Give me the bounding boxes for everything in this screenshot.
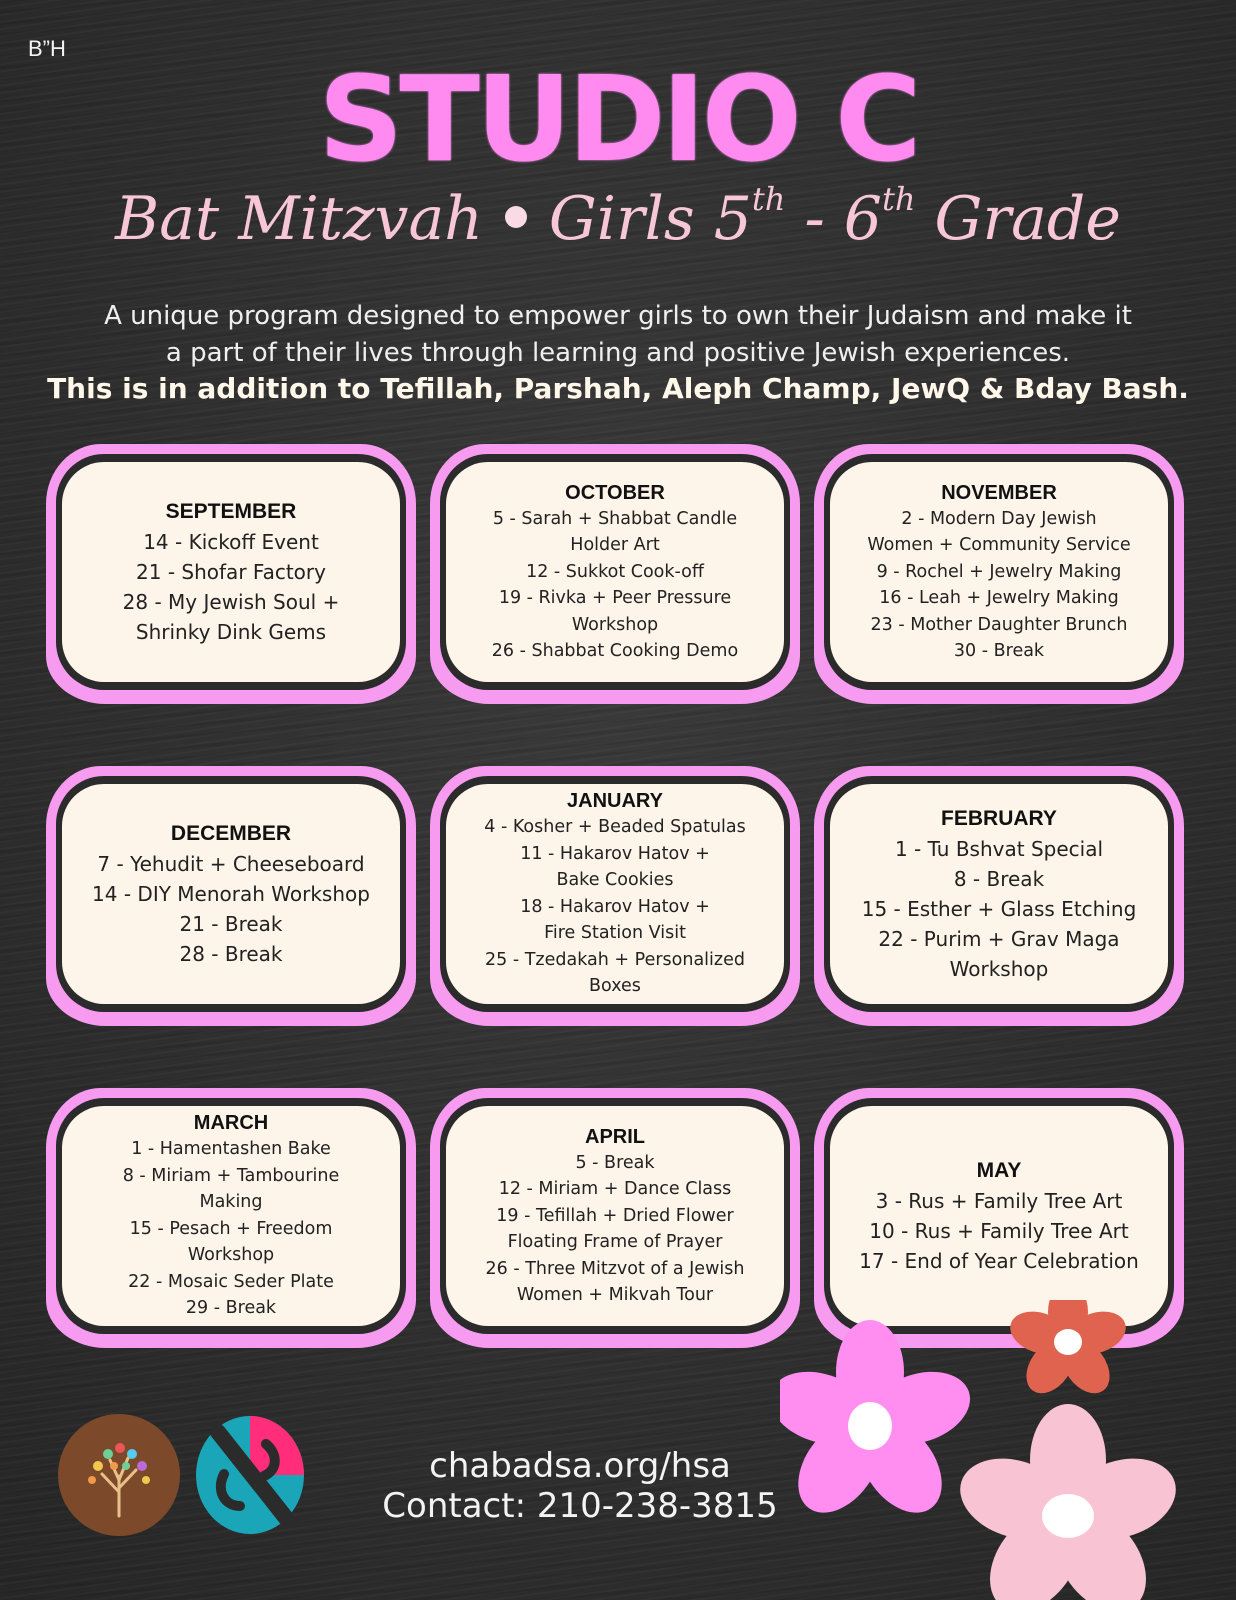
event-line: 7 - Yehudit + Cheeseboard — [97, 852, 365, 876]
card-panel — [830, 1106, 1168, 1326]
event-line: 26 - Shabbat Cooking Demo — [491, 641, 739, 661]
event-line: 21 - Break — [179, 912, 283, 936]
event-line: Fire Station Visit — [544, 923, 686, 944]
event-line: Workshop — [949, 957, 1049, 981]
event-line: 10 - Rus + Family Tree Art — [869, 1219, 1129, 1243]
tree-logo-svg — [58, 1414, 180, 1536]
event-line: 23 - Mother Daughter Brunch — [870, 614, 1128, 635]
event-line: 26 - Three Mitzvot of a Jewish — [485, 1258, 745, 1279]
month-title: SEPTEMBER — [165, 500, 297, 523]
event-line: 30 - Break — [953, 641, 1045, 661]
month-card-february — [818, 766, 1180, 1026]
intro-text — [40, 298, 1196, 372]
month-title: DECEMBER — [170, 822, 292, 845]
subtitle-grade-a: Girls 5 — [548, 184, 752, 254]
card-panel — [62, 784, 400, 1004]
event-line: 17 - End of Year Celebration — [859, 1249, 1139, 1273]
subtitle — [0, 180, 1236, 254]
event-line: 19 - Rivka + Peer Pressure — [498, 588, 732, 608]
bullet-dot — [505, 206, 527, 228]
pink-flower-icon — [780, 1320, 979, 1528]
event-line: 9 - Rochel + Jewelry Making — [876, 561, 1122, 582]
month-card-december — [50, 766, 412, 1026]
month-title: FEBRUARY — [941, 807, 1057, 830]
event-line: 5 - Sarah + Shabbat Candle — [492, 508, 738, 529]
light-pink-flower-icon — [950, 1404, 1187, 1600]
event-line: 28 - My Jewish Soul + — [122, 590, 340, 614]
red-flower-icon — [1005, 1300, 1131, 1402]
month-title: JANUARY — [567, 790, 663, 813]
event-line: 8 - Miriam + Tambourine — [122, 1165, 340, 1186]
event-line: 14 - DIY Menorah Workshop — [92, 882, 370, 906]
event-line: Boxes — [589, 976, 641, 997]
event-line: 29 - Break — [185, 1298, 277, 1319]
month-title: OCTOBER — [565, 481, 665, 504]
month-card-october — [434, 444, 796, 704]
intro-line-1: A unique program designed to empower girls to own their Judaism and make it — [104, 301, 1132, 331]
event-line: 5 - Break — [575, 1152, 655, 1173]
card-panel — [446, 462, 784, 682]
event-line: 11 - Hakarov Hatov + — [520, 843, 710, 864]
event-line: 3 - Rus + Family Tree Art — [875, 1189, 1123, 1213]
month-card-april — [434, 1088, 796, 1348]
bh-label: B”H — [28, 36, 66, 61]
card-panel — [446, 1106, 784, 1326]
card-panel — [62, 1106, 400, 1326]
page-title: STUDIO C — [318, 50, 918, 188]
event-line: 16 - Leah + Jewelry Making — [879, 588, 1119, 608]
event-line: 15 - Pesach + Freedom — [129, 1218, 333, 1239]
event-line: 25 - Tzedakah + Personalized — [485, 949, 745, 970]
month-title: MARCH — [193, 1112, 269, 1135]
event-line: 18 - Hakarov Hatov + — [520, 896, 710, 917]
tree-logo-icon — [58, 1414, 180, 1536]
card-panel — [446, 784, 784, 1004]
month-title: MAY — [976, 1159, 1022, 1182]
event-line: Bake Cookies — [556, 870, 674, 891]
month-title: NOVEMBER — [941, 481, 1057, 504]
subtitle-sup-a: th — [751, 180, 786, 218]
subtitle-grade-c: Grade — [934, 184, 1121, 254]
event-line: 8 - Break — [953, 867, 1045, 891]
contact-phone: Contact: 210-238-3815 — [382, 1486, 778, 1526]
event-line: 15 - Esther + Glass Etching — [861, 897, 1137, 921]
event-line: Women + Mikvah Tour — [516, 1285, 714, 1305]
tzivos-logo-svg — [194, 1414, 306, 1536]
event-line: Holder Art — [570, 535, 660, 555]
footer-contact — [360, 1446, 800, 1526]
event-line: 12 - Sukkot Cook-off — [526, 561, 704, 582]
event-line: 28 - Break — [179, 942, 283, 966]
event-line: 12 - Miriam + Dance Class — [498, 1179, 732, 1199]
website-link[interactable]: chabadsa.org/hsa — [429, 1446, 731, 1486]
event-line: 1 - Hamentashen Bake — [131, 1139, 331, 1160]
tzivos-logo-icon — [194, 1414, 306, 1536]
month-card-january — [434, 766, 796, 1026]
subtitle-grade-b: - 6 — [804, 184, 882, 254]
event-line: 14 - Kickoff Event — [143, 530, 319, 554]
event-line: 19 - Tefillah + Dried Flower — [496, 1205, 734, 1226]
event-line: Workshop — [571, 614, 659, 635]
intro-bold-text: This is in addition to Tefillah, Parshah, Aleph Champ, JewQ & Bday Bash. — [47, 372, 1189, 405]
event-line: 22 - Mosaic Seder Plate — [128, 1271, 334, 1292]
card-panel — [62, 462, 400, 682]
event-line: Workshop — [187, 1245, 275, 1266]
event-line: 22 - Purim + Grav Maga — [878, 927, 1120, 951]
card-panel — [830, 462, 1168, 682]
event-line: Shrinky Dink Gems — [135, 620, 327, 644]
event-line: 2 - Modern Day Jewish — [901, 508, 1097, 529]
intro-line-2: a part of their lives through learning and positive Jewish experiences. — [165, 338, 1071, 368]
month-card-november — [818, 444, 1180, 704]
month-title: APRIL — [585, 1125, 645, 1148]
card-panel — [830, 784, 1168, 1004]
event-line: 21 - Shofar Factory — [136, 560, 326, 584]
event-line: Floating Frame of Prayer — [507, 1232, 723, 1252]
event-line: 1 - Tu Bshvat Special — [894, 837, 1104, 861]
event-line: Women + Community Service — [867, 535, 1131, 555]
subtitle-sup-b: th — [881, 180, 916, 218]
event-line: Making — [199, 1192, 263, 1213]
month-card-september — [50, 444, 412, 704]
event-line: 4 - Kosher + Beaded Spatulas — [484, 817, 746, 838]
month-card-march — [50, 1088, 412, 1348]
subtitle-bat-mitzvah: Bat Mitzvah — [115, 184, 483, 254]
decorative-flowers — [780, 1300, 1236, 1600]
